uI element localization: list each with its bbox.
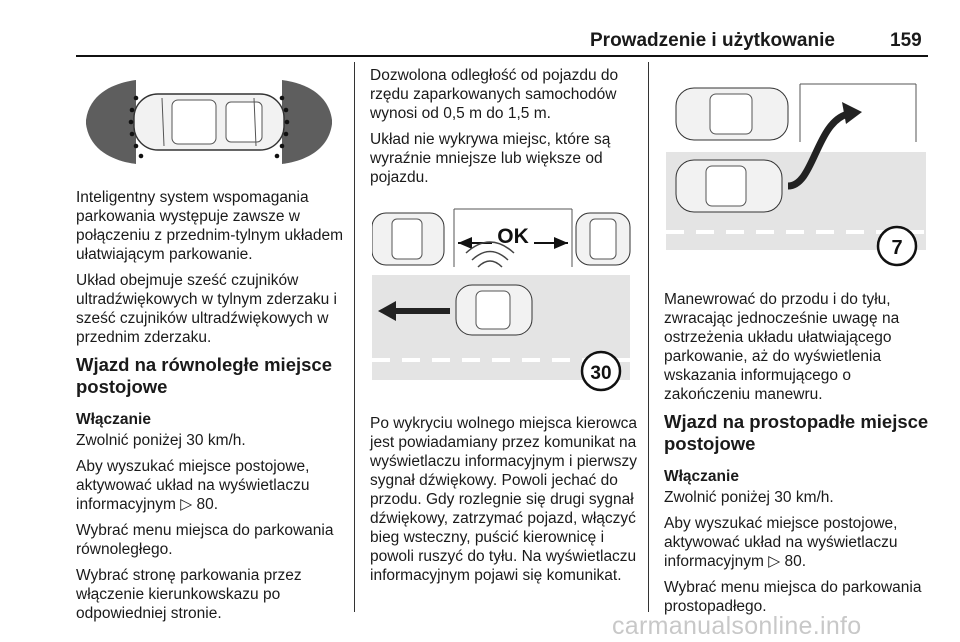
subheading: Włączanie — [76, 411, 151, 428]
paragraph: Wybrać menu miejsca do parkowania równoległego. — [76, 522, 334, 558]
paragraph — [664, 514, 930, 571]
column-divider — [354, 62, 355, 612]
paragraph: Zwolnić poniżej 30 km/h. — [664, 489, 834, 506]
column-divider — [648, 62, 649, 612]
triangle-right-outline-icon: ▷ — [180, 496, 193, 513]
sensor-coverage-figure — [76, 72, 342, 172]
watermark: carmanualsonline.info — [612, 612, 862, 640]
paragraph: Manewrować do przodu i do tyłu, zwracając jednocześnie uwagę na ostrzeżenia układu ułatwiającego parkowanie, aż do wyświetlenia wskazania informującego o zakończeniu manewru. — [664, 291, 900, 403]
paragraph — [76, 457, 344, 514]
page-reference[interactable]: 80. — [780, 553, 806, 570]
column-1 — [76, 188, 344, 630]
column-2-top — [370, 66, 638, 194]
paragraph: Zwolnić poniżej 30 km/h. — [76, 432, 246, 449]
parallel-parking-figure — [372, 205, 632, 395]
figure-badge: 30 — [590, 363, 612, 384]
paragraph: Układ obejmuje sześć czujników ultradźwiękowych w tylnym zderzaku i sześć czujników ultradźwiękowych w przednim zderzaku. — [76, 272, 338, 346]
header-rule — [76, 55, 928, 57]
paragraph: Dozwolona odległość od pojazdu do rzędu zaparkowanych samochodów wynosi od 0,5 m do 1,5 m. — [370, 67, 619, 122]
manoeuvre-figure — [666, 82, 928, 272]
paragraph: Wybrać stronę parkowania przez włączenie kierunkowskazu po odpowiedniej stronie. — [76, 567, 302, 622]
page-header-title: Prowadzenie i użytkowanie — [590, 30, 835, 51]
paragraph-text: Aby wyszukać miejsce postojowe, aktywować układ na wyświetlaczu informacyjnym — [76, 458, 310, 513]
subheading: Włączanie — [664, 468, 739, 485]
section-heading: Wjazd na równoległe miejsce postojowe — [76, 354, 332, 397]
section-heading: Wjazd na prostopadłe miejsce postojowe — [664, 411, 929, 454]
paragraph: Układ nie wykrywa miejsc, które są wyraźnie mniejsze lub większe od pojazdu. — [370, 131, 611, 186]
paragraph-text: Aby wyszukać miejsce postojowe, aktywować układ na wyświetlaczu informacyjnym — [664, 515, 898, 570]
page-number: 159 — [890, 30, 922, 51]
column-2-bottom — [370, 414, 640, 592]
triangle-right-outline-icon: ▷ — [768, 553, 781, 570]
column-3 — [664, 290, 930, 623]
paragraph: Po wykryciu wolnego miejsca kierowca jest powiadamiany przez komunikat na wyświetlaczu informacyjnym i pierwszy sygnał dźwiękowy. Powoli jechać do przodu. Gdy rozlegnie się drugi sygnał dźwiękowy, zatrzymać pojazd, włączyć bieg wsteczny, puścić kierownicę i powoli ruszyć do tyłu. Na wyświetlaczu informacyjnym pojawi się komunikat. — [370, 415, 638, 584]
ok-label: OK — [497, 225, 529, 248]
figure-badge: 7 — [891, 237, 903, 259]
paragraph: Inteligentny system wspomagania parkowania występuje zawsze w połączeniu z przednim-tylnym układem ułatwiającym parkowanie. — [76, 189, 344, 263]
paragraph: Wybrać menu miejsca do parkowania prostopadłego. — [664, 579, 922, 615]
page-reference[interactable]: 80. — [192, 496, 218, 513]
